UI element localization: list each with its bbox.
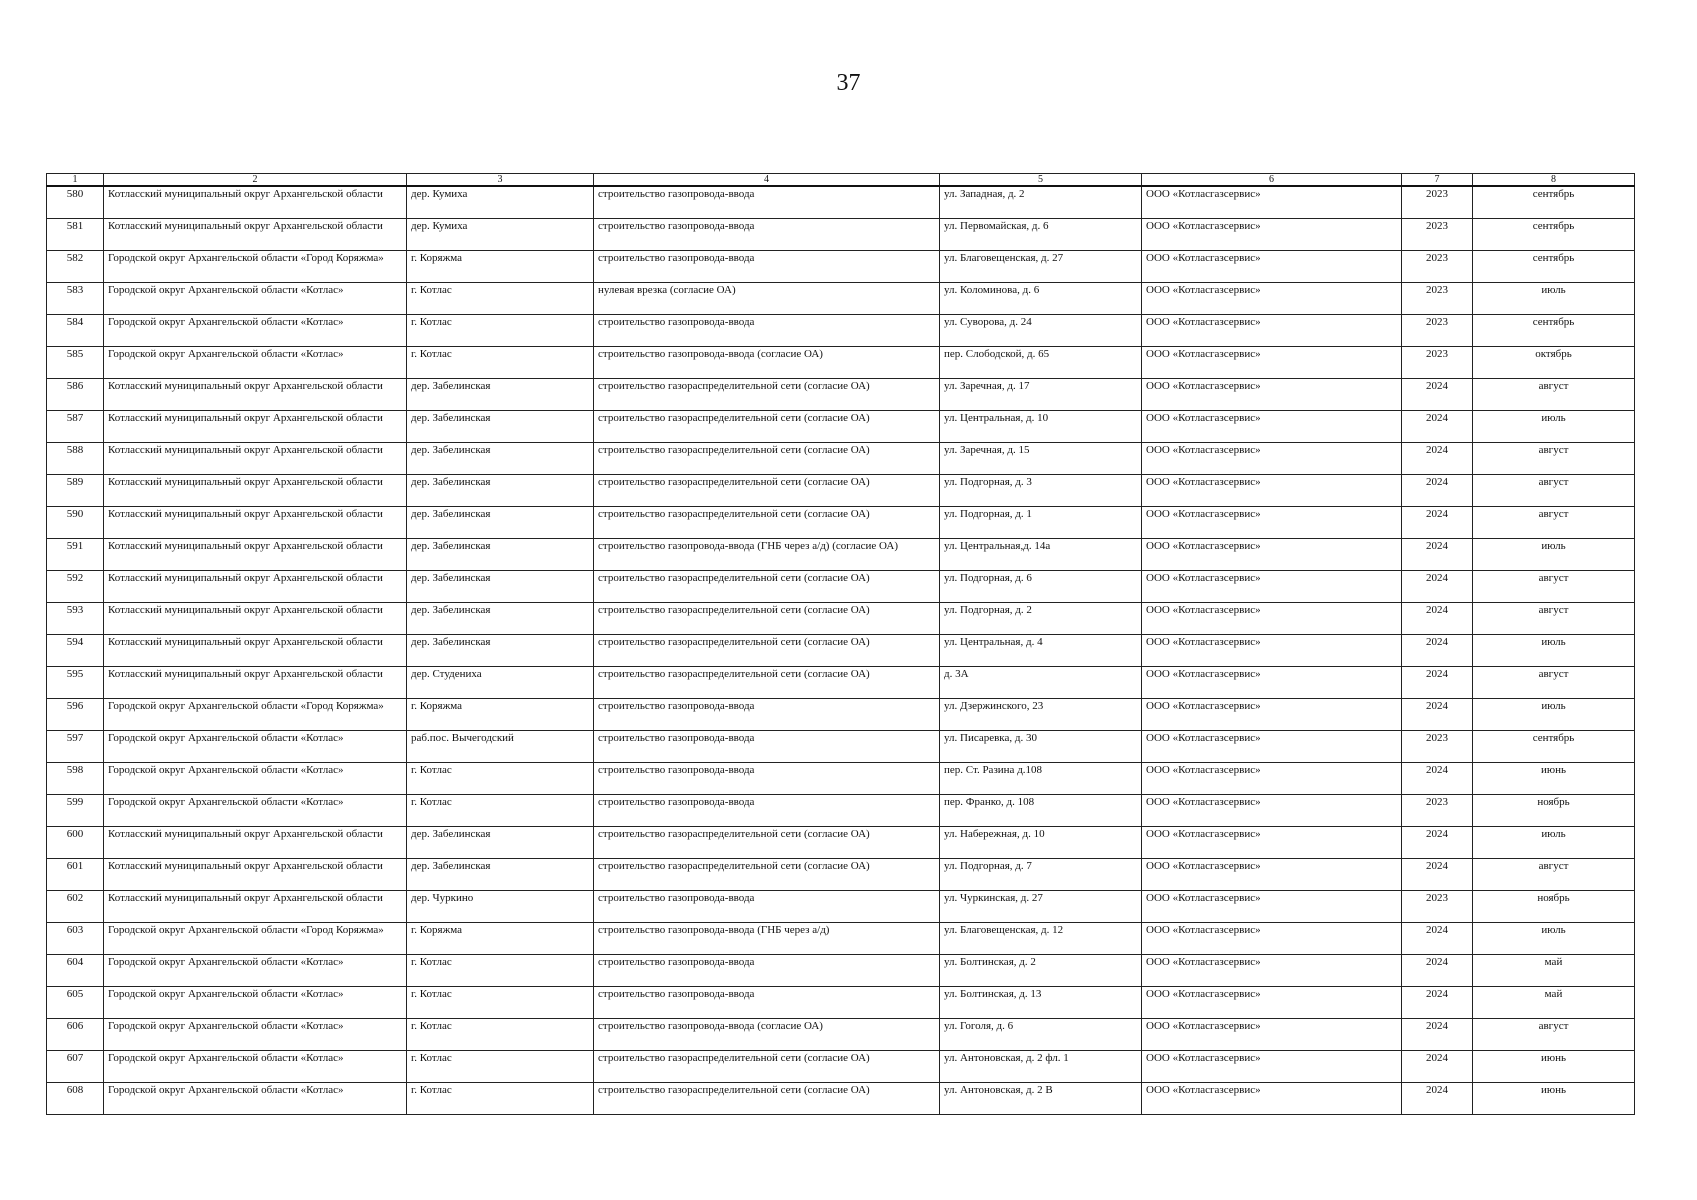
cell-number: 592 [47,571,104,603]
cell-number: 607 [47,1051,104,1083]
cell-number: 600 [47,827,104,859]
cell-month: сентябрь [1473,219,1635,251]
cell-work-type: строительство газопровода-ввода [594,987,940,1019]
cell-settlement: дер. Забелинская [407,443,594,475]
table-row [47,411,1635,443]
cell-settlement: дер. Забелинская [407,507,594,539]
cell-settlement: г. Котлас [407,315,594,347]
cell-municipality: Городской округ Архангельской области «Котлас» [104,763,407,795]
table-row [47,1051,1635,1083]
cell-work-type: строительство газораспределительной сети (согласие ОА) [594,475,940,507]
cell-month: август [1473,1019,1635,1051]
cell-address: ул. Болтинская, д. 13 [940,987,1142,1019]
cell-number: 606 [47,1019,104,1051]
column-header-1: 1 [47,174,104,187]
table-row [47,443,1635,475]
table-row [47,891,1635,923]
cell-month: июль [1473,923,1635,955]
cell-settlement: г. Котлас [407,1083,594,1115]
cell-month: сентябрь [1473,251,1635,283]
cell-address: ул. Центральная, д. 4 [940,635,1142,667]
cell-municipality: Городской округ Архангельской области «Котлас» [104,347,407,379]
cell-year: 2024 [1402,603,1473,635]
cell-year: 2024 [1402,699,1473,731]
cell-number: 599 [47,795,104,827]
cell-settlement: дер. Забелинская [407,859,594,891]
cell-month: май [1473,987,1635,1019]
cell-month: май [1473,955,1635,987]
cell-municipality: Котласский муниципальный округ Архангельской области [104,379,407,411]
cell-month: июнь [1473,763,1635,795]
cell-contractor: ООО «Котласгазсервис» [1142,251,1402,283]
cell-number: 598 [47,763,104,795]
cell-number: 596 [47,699,104,731]
cell-work-type: строительство газопровода-ввода [594,251,940,283]
cell-year: 2024 [1402,667,1473,699]
registry-table [46,173,1635,1115]
cell-work-type: строительство газораспределительной сети (согласие ОА) [594,1051,940,1083]
cell-municipality: Котласский муниципальный округ Архангельской области [104,635,407,667]
cell-number: 586 [47,379,104,411]
cell-month: ноябрь [1473,891,1635,923]
cell-municipality: Городской округ Архангельской области «Котлас» [104,731,407,763]
cell-contractor: ООО «Котласгазсервис» [1142,443,1402,475]
cell-month: август [1473,379,1635,411]
cell-month: июнь [1473,1083,1635,1115]
cell-municipality: Котласский муниципальный округ Архангельской области [104,186,407,219]
cell-year: 2024 [1402,955,1473,987]
cell-address: пер. Франко, д. 108 [940,795,1142,827]
cell-contractor: ООО «Котласгазсервис» [1142,699,1402,731]
cell-year: 2024 [1402,763,1473,795]
cell-month: сентябрь [1473,315,1635,347]
cell-contractor: ООО «Котласгазсервис» [1142,379,1402,411]
cell-address: ул. Благовещенская, д. 12 [940,923,1142,955]
cell-month: август [1473,603,1635,635]
cell-year: 2023 [1402,283,1473,315]
cell-address: ул. Антоновская, д. 2 фл. 1 [940,1051,1142,1083]
cell-address: ул. Подгорная, д. 3 [940,475,1142,507]
cell-settlement: дер. Забелинская [407,603,594,635]
cell-year: 2023 [1402,731,1473,763]
cell-contractor: ООО «Котласгазсервис» [1142,411,1402,443]
cell-settlement: г. Коряжма [407,699,594,731]
cell-municipality: Городской округ Архангельской области «Котлас» [104,315,407,347]
cell-year: 2024 [1402,411,1473,443]
cell-work-type: строительство газопровода-ввода [594,699,940,731]
cell-settlement: дер. Кумиха [407,219,594,251]
cell-number: 608 [47,1083,104,1115]
cell-work-type: нулевая врезка (согласие ОА) [594,283,940,315]
cell-work-type: строительство газораспределительной сети (согласие ОА) [594,443,940,475]
cell-number: 593 [47,603,104,635]
cell-year: 2024 [1402,507,1473,539]
cell-month: октябрь [1473,347,1635,379]
cell-contractor: ООО «Котласгазсервис» [1142,539,1402,571]
cell-work-type: строительство газораспределительной сети (согласие ОА) [594,1083,940,1115]
cell-year: 2024 [1402,1051,1473,1083]
cell-settlement: дер. Кумиха [407,186,594,219]
cell-municipality: Котласский муниципальный округ Архангельской области [104,443,407,475]
cell-municipality: Котласский муниципальный округ Архангельской области [104,571,407,603]
cell-number: 595 [47,667,104,699]
cell-settlement: г. Котлас [407,347,594,379]
table-row [47,1083,1635,1115]
cell-address: ул. Центральная,д. 14а [940,539,1142,571]
cell-settlement: дер. Забелинская [407,539,594,571]
cell-contractor: ООО «Котласгазсервис» [1142,891,1402,923]
cell-work-type: строительство газораспределительной сети (согласие ОА) [594,635,940,667]
cell-municipality: Городской округ Архангельской области «Котлас» [104,955,407,987]
cell-municipality: Котласский муниципальный округ Архангельской области [104,667,407,699]
cell-year: 2023 [1402,347,1473,379]
cell-address: ул. Дзержинского, 23 [940,699,1142,731]
table-row [47,251,1635,283]
cell-settlement: раб.пос. Вычегодский [407,731,594,763]
table-row [47,571,1635,603]
cell-municipality: Котласский муниципальный округ Архангельской области [104,603,407,635]
cell-number: 601 [47,859,104,891]
table-row [47,507,1635,539]
table-row [47,635,1635,667]
cell-address: ул. Суворова, д. 24 [940,315,1142,347]
table-row [47,923,1635,955]
cell-settlement: дер. Забелинская [407,475,594,507]
cell-address: ул. Чуркинская, д. 27 [940,891,1142,923]
cell-number: 602 [47,891,104,923]
table-row [47,763,1635,795]
cell-contractor: ООО «Котласгазсервис» [1142,635,1402,667]
cell-address: ул. Заречная, д. 17 [940,379,1142,411]
cell-address: ул. Подгорная, д. 7 [940,859,1142,891]
cell-address: ул. Первомайская, д. 6 [940,219,1142,251]
cell-number: 580 [47,186,104,219]
table-row [47,795,1635,827]
cell-number: 587 [47,411,104,443]
cell-settlement: г. Котлас [407,763,594,795]
cell-work-type: строительство газопровода-ввода [594,891,940,923]
cell-contractor: ООО «Котласгазсервис» [1142,1051,1402,1083]
cell-work-type: строительство газопровода-ввода [594,731,940,763]
cell-address: ул. Центральная, д. 10 [940,411,1142,443]
cell-contractor: ООО «Котласгазсервис» [1142,795,1402,827]
table-row [47,186,1635,219]
cell-work-type: строительство газопровода-ввода [594,795,940,827]
cell-settlement: г. Котлас [407,283,594,315]
cell-year: 2023 [1402,251,1473,283]
cell-contractor: ООО «Котласгазсервис» [1142,603,1402,635]
cell-number: 597 [47,731,104,763]
cell-month: июль [1473,411,1635,443]
cell-municipality: Городской округ Архангельской области «Котлас» [104,1083,407,1115]
cell-contractor: ООО «Котласгазсервис» [1142,827,1402,859]
cell-settlement: г. Котлас [407,1019,594,1051]
table-row [47,731,1635,763]
cell-work-type: строительство газопровода-ввода [594,955,940,987]
cell-work-type: строительство газопровода-ввода [594,186,940,219]
column-header-8: 8 [1473,174,1635,187]
cell-number: 590 [47,507,104,539]
cell-municipality: Котласский муниципальный округ Архангельской области [104,411,407,443]
column-header-7: 7 [1402,174,1473,187]
cell-year: 2023 [1402,315,1473,347]
table-row [47,347,1635,379]
cell-address: ул. Коломинова, д. 6 [940,283,1142,315]
cell-municipality: Городской округ Архангельской области «Котлас» [104,283,407,315]
cell-contractor: ООО «Котласгазсервис» [1142,347,1402,379]
cell-year: 2024 [1402,923,1473,955]
cell-work-type: строительство газораспределительной сети (согласие ОА) [594,571,940,603]
cell-municipality: Котласский муниципальный округ Архангельской области [104,219,407,251]
cell-work-type: строительство газопровода-ввода [594,219,940,251]
cell-number: 605 [47,987,104,1019]
cell-work-type: строительство газопровода-ввода (ГНБ через а/д) (согласие ОА) [594,539,940,571]
cell-contractor: ООО «Котласгазсервис» [1142,475,1402,507]
table-row [47,667,1635,699]
cell-year: 2024 [1402,443,1473,475]
cell-year: 2024 [1402,987,1473,1019]
cell-work-type: строительство газопровода-ввода [594,763,940,795]
cell-contractor: ООО «Котласгазсервис» [1142,731,1402,763]
cell-settlement: дер. Забелинская [407,379,594,411]
cell-municipality: Котласский муниципальный округ Архангельской области [104,827,407,859]
cell-settlement: г. Котлас [407,987,594,1019]
cell-municipality: Городской округ Архангельской области «Котлас» [104,1051,407,1083]
cell-month: август [1473,667,1635,699]
table-row [47,315,1635,347]
column-header-6: 6 [1142,174,1402,187]
cell-month: август [1473,571,1635,603]
cell-municipality: Городской округ Архангельской области «Котлас» [104,1019,407,1051]
cell-year: 2024 [1402,475,1473,507]
table-row [47,539,1635,571]
column-header-5: 5 [940,174,1142,187]
cell-contractor: ООО «Котласгазсервис» [1142,859,1402,891]
cell-address: ул. Болтинская, д. 2 [940,955,1142,987]
cell-year: 2024 [1402,827,1473,859]
cell-settlement: дер. Чуркино [407,891,594,923]
cell-address: ул. Гоголя, д. 6 [940,1019,1142,1051]
cell-year: 2024 [1402,635,1473,667]
page-number: 37 [836,70,861,96]
table-row [47,219,1635,251]
cell-number: 581 [47,219,104,251]
cell-municipality: Котласский муниципальный округ Архангельской области [104,507,407,539]
cell-address: д. 3А [940,667,1142,699]
cell-number: 588 [47,443,104,475]
cell-month: сентябрь [1473,186,1635,219]
cell-contractor: ООО «Котласгазсервис» [1142,1019,1402,1051]
cell-municipality: Городской округ Архангельской области «Котлас» [104,987,407,1019]
cell-month: июль [1473,827,1635,859]
cell-number: 594 [47,635,104,667]
cell-address: ул. Заречная, д. 15 [940,443,1142,475]
cell-municipality: Городской округ Архангельской области «Город Коряжма» [104,699,407,731]
cell-settlement: дер. Студениха [407,667,594,699]
cell-settlement: дер. Забелинская [407,827,594,859]
cell-month: ноябрь [1473,795,1635,827]
cell-address: ул. Набережная, д. 10 [940,827,1142,859]
cell-address: ул. Благовещенская, д. 27 [940,251,1142,283]
cell-month: август [1473,507,1635,539]
cell-address: ул. Подгорная, д. 6 [940,571,1142,603]
cell-settlement: г. Коряжма [407,923,594,955]
table-row [47,987,1635,1019]
cell-municipality: Котласский муниципальный округ Архангельской области [104,539,407,571]
table-row [47,283,1635,315]
cell-year: 2023 [1402,219,1473,251]
cell-settlement: г. Котлас [407,795,594,827]
cell-year: 2024 [1402,571,1473,603]
cell-contractor: ООО «Котласгазсервис» [1142,763,1402,795]
cell-number: 585 [47,347,104,379]
cell-work-type: строительство газопровода-ввода (согласие ОА) [594,347,940,379]
cell-settlement: дер. Забелинская [407,571,594,603]
cell-number: 584 [47,315,104,347]
cell-month: июнь [1473,1051,1635,1083]
cell-work-type: строительство газораспределительной сети (согласие ОА) [594,507,940,539]
cell-month: июль [1473,283,1635,315]
cell-work-type: строительство газораспределительной сети (согласие ОА) [594,411,940,443]
cell-work-type: строительство газопровода-ввода (ГНБ через а/д) [594,923,940,955]
cell-contractor: ООО «Котласгазсервис» [1142,186,1402,219]
cell-year: 2024 [1402,539,1473,571]
cell-work-type: строительство газораспределительной сети (согласие ОА) [594,859,940,891]
cell-month: август [1473,475,1635,507]
cell-contractor: ООО «Котласгазсервис» [1142,507,1402,539]
cell-month: июль [1473,699,1635,731]
cell-number: 582 [47,251,104,283]
cell-settlement: г. Коряжма [407,251,594,283]
cell-settlement: дер. Забелинская [407,411,594,443]
cell-municipality: Городской округ Архангельской области «Город Коряжма» [104,923,407,955]
cell-year: 2023 [1402,891,1473,923]
cell-year: 2023 [1402,186,1473,219]
cell-number: 591 [47,539,104,571]
cell-address: ул. Писаревка, д. 30 [940,731,1142,763]
table-row [47,475,1635,507]
cell-settlement: г. Котлас [407,955,594,987]
cell-address: ул. Подгорная, д. 2 [940,603,1142,635]
cell-number: 604 [47,955,104,987]
cell-work-type: строительство газораспределительной сети (согласие ОА) [594,667,940,699]
cell-contractor: ООО «Котласгазсервис» [1142,315,1402,347]
cell-month: август [1473,859,1635,891]
table-row [47,827,1635,859]
cell-month: июль [1473,539,1635,571]
cell-work-type: строительство газораспределительной сети (согласие ОА) [594,603,940,635]
cell-work-type: строительство газораспределительной сети (согласие ОА) [594,379,940,411]
cell-number: 603 [47,923,104,955]
table-header-row [47,174,1635,187]
cell-contractor: ООО «Котласгазсервис» [1142,955,1402,987]
cell-address: ул. Западная, д. 2 [940,186,1142,219]
cell-month: август [1473,443,1635,475]
cell-municipality: Котласский муниципальный округ Архангельской области [104,475,407,507]
table-row [47,379,1635,411]
table-row [47,955,1635,987]
cell-address: ул. Подгорная, д. 1 [940,507,1142,539]
cell-address: пер. Слободской, д. 65 [940,347,1142,379]
cell-contractor: ООО «Котласгазсервис» [1142,923,1402,955]
cell-work-type: строительство газопровода-ввода [594,315,940,347]
column-header-4: 4 [594,174,940,187]
cell-contractor: ООО «Котласгазсервис» [1142,283,1402,315]
cell-contractor: ООО «Котласгазсервис» [1142,1083,1402,1115]
cell-year: 2023 [1402,795,1473,827]
cell-month: сентябрь [1473,731,1635,763]
cell-contractor: ООО «Котласгазсервис» [1142,987,1402,1019]
table-row [47,603,1635,635]
table-row [47,859,1635,891]
cell-settlement: г. Котлас [407,1051,594,1083]
cell-address: ул. Антоновская, д. 2 В [940,1083,1142,1115]
cell-year: 2024 [1402,859,1473,891]
cell-municipality: Городской округ Архангельской области «Город Коряжма» [104,251,407,283]
cell-year: 2024 [1402,1019,1473,1051]
column-header-2: 2 [104,174,407,187]
cell-address: пер. Ст. Разина д.108 [940,763,1142,795]
cell-settlement: дер. Забелинская [407,635,594,667]
cell-year: 2024 [1402,1083,1473,1115]
cell-number: 583 [47,283,104,315]
cell-contractor: ООО «Котласгазсервис» [1142,571,1402,603]
cell-work-type: строительство газопровода-ввода (согласие ОА) [594,1019,940,1051]
cell-contractor: ООО «Котласгазсервис» [1142,667,1402,699]
column-header-3: 3 [407,174,594,187]
cell-municipality: Городской округ Архангельской области «Котлас» [104,795,407,827]
cell-number: 589 [47,475,104,507]
table-row [47,1019,1635,1051]
cell-municipality: Котласский муниципальный округ Архангельской области [104,891,407,923]
cell-municipality: Котласский муниципальный округ Архангельской области [104,859,407,891]
table-row [47,699,1635,731]
cell-year: 2024 [1402,379,1473,411]
cell-contractor: ООО «Котласгазсервис» [1142,219,1402,251]
cell-month: июль [1473,635,1635,667]
cell-work-type: строительство газораспределительной сети (согласие ОА) [594,827,940,859]
